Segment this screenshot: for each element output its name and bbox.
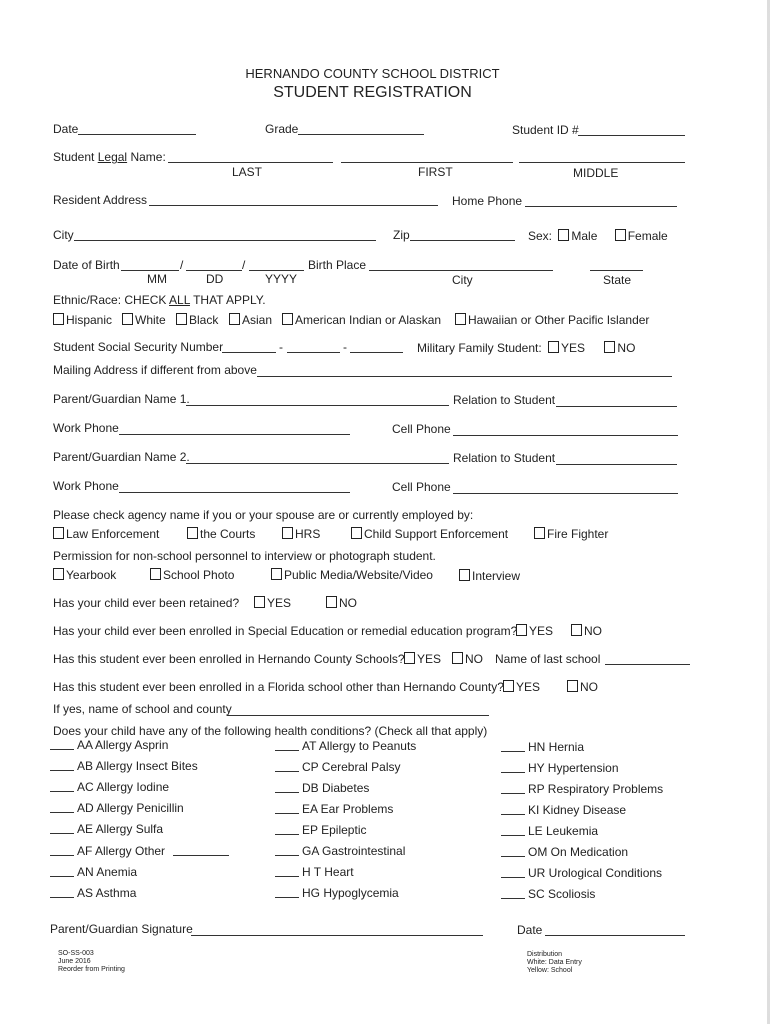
dob-slash-1: / [180,258,184,272]
grade-field[interactable] [298,134,424,135]
health-item[interactable]: AN Anemia [50,865,137,879]
fire-fighter-checkbox[interactable] [534,527,545,539]
health-item[interactable]: EA Ear Problems [275,802,393,816]
guardian1-label: Parent/Guardian Name 1. [53,392,190,406]
yearbook-checkbox[interactable] [53,568,64,580]
health-item[interactable]: AT Allergy to Peanuts [275,739,416,753]
mailing-field[interactable] [257,376,672,377]
if-yes-label: If yes, name of school and county [53,702,232,716]
health-item[interactable]: AD Allergy Penicillin [50,801,184,815]
home-phone-field[interactable] [525,206,677,207]
hispanic-checkbox[interactable] [53,313,64,325]
last-caption: LAST [232,165,263,179]
dd-caption: DD [206,272,224,286]
dob-slash-2: / [242,258,246,272]
hernando-no-checkbox[interactable] [452,652,463,664]
health-item[interactable]: KI Kidney Disease [501,803,626,817]
health-item[interactable]: EP Epileptic [275,823,366,837]
health-item[interactable]: AF Allergy Other [50,844,232,858]
health-item[interactable]: HY Hypertension [501,761,619,775]
district-name: HERNANDO COUNTY SCHOOL DISTRICT [245,66,500,81]
florida-no[interactable]: NO [567,680,598,694]
health-item[interactable]: HG Hypoglycemia [275,886,399,900]
signature-label: Parent/Guardian Signature [50,922,193,936]
special-ed-question: Has your child ever been enrolled in Special Education or remedial education program? [53,624,518,638]
hernando-question: Has this student ever been enrolled in Hernando County Schools? [53,652,405,666]
ssn-label: Student Social Security Number [53,340,224,354]
cell-phone1-field[interactable] [453,435,678,436]
florida-no-checkbox[interactable] [567,680,578,692]
birth-city-field[interactable] [369,270,553,271]
health-item[interactable]: SC Scoliosis [501,887,595,901]
health-item[interactable]: AE Allergy Sulfa [50,822,163,836]
military-group: Military Family Student: YES NO [417,341,636,355]
sex-group: Sex: Male Female [528,229,668,243]
permission-yearbook[interactable]: Yearbook [53,568,116,582]
relation2-label: Relation to Student [453,451,556,465]
last-school-field[interactable] [605,664,690,665]
health-item[interactable]: AS Asthma [50,886,136,900]
health-item[interactable]: LE Leukemia [501,824,598,838]
ssn-part-1[interactable] [222,352,276,353]
work-phone1-field[interactable] [119,434,350,435]
birth-state-field[interactable] [590,270,643,271]
signature-date-field[interactable] [545,935,685,936]
special-ed-no-checkbox[interactable] [571,624,582,636]
work-phone1-label: Work Phone [53,421,119,435]
ethnic-black[interactable]: Black [176,313,218,327]
form-title: STUDENT REGISTRATION [273,84,472,101]
military-no-checkbox[interactable] [604,341,615,353]
ssn-dash-1: - [279,340,283,354]
law-enforcement-checkbox[interactable] [53,527,64,539]
cell-phone2-field[interactable] [453,493,678,494]
mailing-label: Mailing Address if different from above [53,363,257,377]
health-question: Does your child have any of the following health conditions? (Check all that apply) [53,724,488,738]
resident-address-field[interactable] [149,205,438,206]
health-item[interactable]: RP Respiratory Problems [501,782,663,796]
ethnic-white[interactable]: White [122,313,166,327]
hernando-no[interactable]: NO [452,652,483,666]
retained-yes-checkbox[interactable] [254,596,265,608]
agency-law[interactable]: Law Enforcement [53,527,159,541]
yyyy-caption: YYYY [265,272,298,286]
zip-label: Zip [393,228,410,242]
interview-checkbox[interactable] [459,569,470,581]
relation1-field[interactable] [556,406,677,407]
hrs-checkbox[interactable] [282,527,293,539]
distribution-block: Distribution White: Data Entry Yellow: School [527,951,582,974]
courts-checkbox[interactable] [187,527,198,539]
health-item[interactable]: DB Diabetes [275,781,369,795]
health-item[interactable]: H T Heart [275,865,354,879]
florida-question: Has this student ever been enrolled in a Florida school other than Hernando County? [53,680,504,694]
ethnic-hispanic[interactable]: Hispanic [53,313,112,327]
middle-name-field[interactable] [519,162,685,163]
agency-courts[interactable]: the Courts [187,527,255,541]
date-field[interactable] [78,134,196,135]
florida-yes[interactable]: YES [503,680,540,694]
ethnic-asian[interactable]: Asian [229,313,272,327]
ethnic-hawaiian[interactable]: Hawaiian or Other Pacific Islander [455,313,649,327]
ssn-dash-2: - [343,340,347,354]
agency-child-support[interactable]: Child Support Enforcement [351,527,508,541]
student-id-field[interactable] [578,135,685,136]
grade-label: Grade [265,122,299,136]
public-media-checkbox[interactable] [271,568,282,580]
agency-question: Please check agency name if you or your spouse are or currently employed by: [53,508,474,522]
agency-fire[interactable]: Fire Fighter [534,527,608,541]
american-indian-checkbox[interactable] [282,313,293,325]
health-item[interactable]: GA Gastrointestinal [275,844,405,858]
state-caption: State [603,273,632,287]
signature-field[interactable] [191,935,483,936]
asian-checkbox[interactable] [229,313,240,325]
male-checkbox[interactable] [558,229,569,241]
guardian2-field[interactable] [186,463,449,464]
guardian1-field[interactable] [186,405,449,406]
health-item[interactable]: OM On Medication [501,845,628,859]
health-item[interactable]: AA Allergy Asprin [50,738,168,752]
special-ed-no[interactable]: NO [571,624,602,638]
florida-yes-checkbox[interactable] [503,680,514,692]
guardian2-label: Parent/Guardian Name 2. [53,450,190,464]
signature-date-label: Date [517,923,543,937]
last-name-field[interactable] [168,162,333,163]
hawaiian-checkbox[interactable] [455,313,466,325]
student-id-label: Student ID # [512,123,579,137]
hernando-yes[interactable]: YES [404,652,441,666]
student-legal-name-label: Student Legal Name: [53,150,166,164]
first-caption: FIRST [418,165,453,179]
white-checkbox[interactable] [122,313,133,325]
health-item[interactable]: AB Allergy Insect Bites [50,759,198,773]
health-item[interactable]: HN Hernia [501,740,584,754]
special-ed-yes[interactable]: YES [516,624,553,638]
ssn-part-3[interactable] [350,352,403,353]
if-yes-field[interactable] [227,715,489,716]
health-item[interactable]: AC Allergy Iodine [50,780,169,794]
special-ed-yes-checkbox[interactable] [516,624,527,636]
dob-day-field[interactable] [186,270,242,271]
black-checkbox[interactable] [176,313,187,325]
permission-question: Permission for non-school personnel to interview or photograph student. [53,549,436,563]
dob-label: Date of Birth [53,258,120,272]
mm-caption: MM [147,272,167,286]
city-caption: City [452,273,473,287]
retained-no[interactable]: NO [326,596,357,610]
work-phone2-label: Work Phone [53,479,119,493]
retained-no-checkbox[interactable] [326,596,337,608]
military-yes-checkbox[interactable] [548,341,559,353]
permission-school-photo[interactable]: School Photo [150,568,234,582]
home-phone-label: Home Phone [452,194,523,208]
last-school-label: Name of last school [495,652,601,666]
ethnic-label: Ethnic/Race: CHECK ALL THAT APPLY. [53,293,266,307]
city-label: City [53,228,74,242]
cell-phone2-label: Cell Phone [392,480,451,494]
resident-address-label: Resident Address [53,193,148,207]
ethnic-american-indian[interactable]: American Indian or Alaskan [282,313,441,327]
cell-phone1-label: Cell Phone [392,422,451,436]
relation2-field[interactable] [556,464,677,465]
retained-question: Has your child ever been retained? [53,596,240,610]
date-label: Date [53,122,79,136]
health-item[interactable]: UR Urological Conditions [501,866,662,880]
work-phone2-field[interactable] [119,492,350,493]
zip-field[interactable] [410,240,515,241]
ssn-part-2[interactable] [287,352,340,353]
retained-yes[interactable]: YES [254,596,291,610]
permission-media[interactable]: Public Media/Website/Video [271,568,433,582]
female-checkbox[interactable] [615,229,626,241]
form-code-block: SO-SS-003 June 2016 Reorder from Printing [58,950,125,973]
birth-place-label: Birth Place [308,258,367,272]
dob-year-field[interactable] [249,270,304,271]
health-item[interactable]: CP Cerebral Palsy [275,760,400,774]
child-support-checkbox[interactable] [351,527,362,539]
relation1-label: Relation to Student [453,393,556,407]
dob-month-field[interactable] [121,270,179,271]
permission-interview[interactable]: Interview [459,569,520,583]
agency-hrs[interactable]: HRS [282,527,320,541]
middle-caption: MIDDLE [573,166,619,180]
hernando-yes-checkbox[interactable] [404,652,415,664]
first-name-field[interactable] [341,162,513,163]
city-field[interactable] [74,240,376,241]
school-photo-checkbox[interactable] [150,568,161,580]
allergy-other-field [173,855,229,856]
